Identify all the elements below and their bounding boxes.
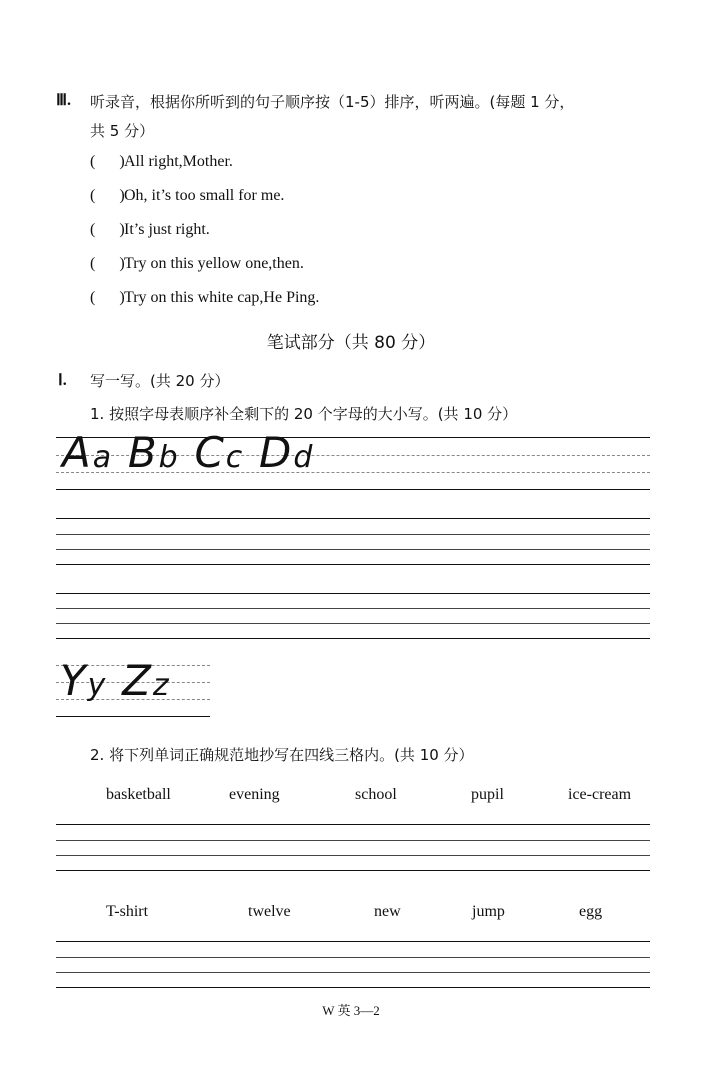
section-3-instruction-cont: 共 5 分） <box>90 122 155 140</box>
letter-Y: Y <box>60 656 88 705</box>
page-footer: W 英 3—2 <box>322 1003 380 1018</box>
letter-d: d <box>293 440 315 475</box>
listening-item-2 <box>90 187 284 205</box>
letter-b: b <box>158 440 180 475</box>
writing-line <box>56 840 650 841</box>
sentence: Try on this yellow one,then. <box>124 255 304 272</box>
writing-line <box>56 957 650 958</box>
writing-line <box>56 855 650 856</box>
section-3-numeral: Ⅲ. <box>56 92 72 109</box>
writing-line <box>56 824 650 825</box>
sample-letters-row-2 <box>60 656 171 705</box>
sentence: It’s just right. <box>124 221 210 238</box>
letter-C: C <box>194 428 226 477</box>
letter-z: z <box>152 668 171 703</box>
letter-y: y <box>87 668 108 703</box>
writing-line <box>56 489 650 490</box>
letter-Z: Z <box>122 656 153 705</box>
sentence: All right,Mother. <box>124 153 233 170</box>
section-3-instruction: 听录音，根据你所听到的句子顺序按（1-5）排序，听两遍。(每题 1 分， <box>90 93 575 111</box>
letter-D: D <box>258 428 294 477</box>
writing-line <box>56 972 650 973</box>
question-2: 2. 将下列单词正确规范地抄写在四线三格内。(共 10 分） <box>90 746 474 764</box>
answer-blank[interactable]: ( ) <box>90 289 125 306</box>
writing-line <box>56 941 650 942</box>
part-1-numeral: Ⅰ. <box>58 372 67 389</box>
sentence: Try on this white cap,He Ping. <box>124 289 320 306</box>
word-school: school <box>355 786 397 803</box>
answer-blank[interactable]: ( ) <box>90 187 125 204</box>
question-1: 1. 按照字母表顺序补全剩下的 20 个字母的大小写。(共 10 分） <box>90 405 518 423</box>
word-jump: jump <box>472 903 505 920</box>
listening-item-4 <box>90 255 304 273</box>
writing-line <box>56 623 650 624</box>
letter-A: A <box>62 428 93 477</box>
sample-letters-row-1 <box>62 428 314 477</box>
listening-item-3 <box>90 221 210 239</box>
writing-line <box>56 870 650 871</box>
letter-c: c <box>225 440 245 475</box>
letter-a: a <box>92 440 114 475</box>
answer-blank[interactable]: ( ) <box>90 221 125 238</box>
word-pupil: pupil <box>471 786 504 803</box>
letter-B: B <box>127 428 159 477</box>
writing-line <box>56 534 650 535</box>
writing-line <box>56 638 650 639</box>
answer-blank[interactable]: ( ) <box>90 255 125 272</box>
word-t-shirt: T-shirt <box>106 903 149 920</box>
writing-line <box>56 716 210 717</box>
writing-line <box>56 987 650 988</box>
listening-item-1 <box>90 153 233 171</box>
word-ice-cream: ice-cream <box>568 786 632 803</box>
answer-blank[interactable]: ( ) <box>90 153 125 170</box>
word-evening: evening <box>229 786 280 803</box>
part-1-heading: 写一写。(共 20 分） <box>90 372 230 390</box>
writing-line <box>56 518 650 519</box>
writing-line <box>56 593 650 594</box>
written-part-title: 笔试部分（共 80 分） <box>266 333 436 353</box>
word-twelve: twelve <box>248 903 291 920</box>
sentence: Oh, it’s too small for me. <box>124 187 285 204</box>
writing-line <box>56 564 650 565</box>
writing-line <box>56 608 650 609</box>
listening-item-5 <box>90 289 319 307</box>
word-egg: egg <box>579 903 603 920</box>
word-basketball: basketball <box>106 786 171 803</box>
word-new: new <box>374 903 401 920</box>
writing-line <box>56 549 650 550</box>
